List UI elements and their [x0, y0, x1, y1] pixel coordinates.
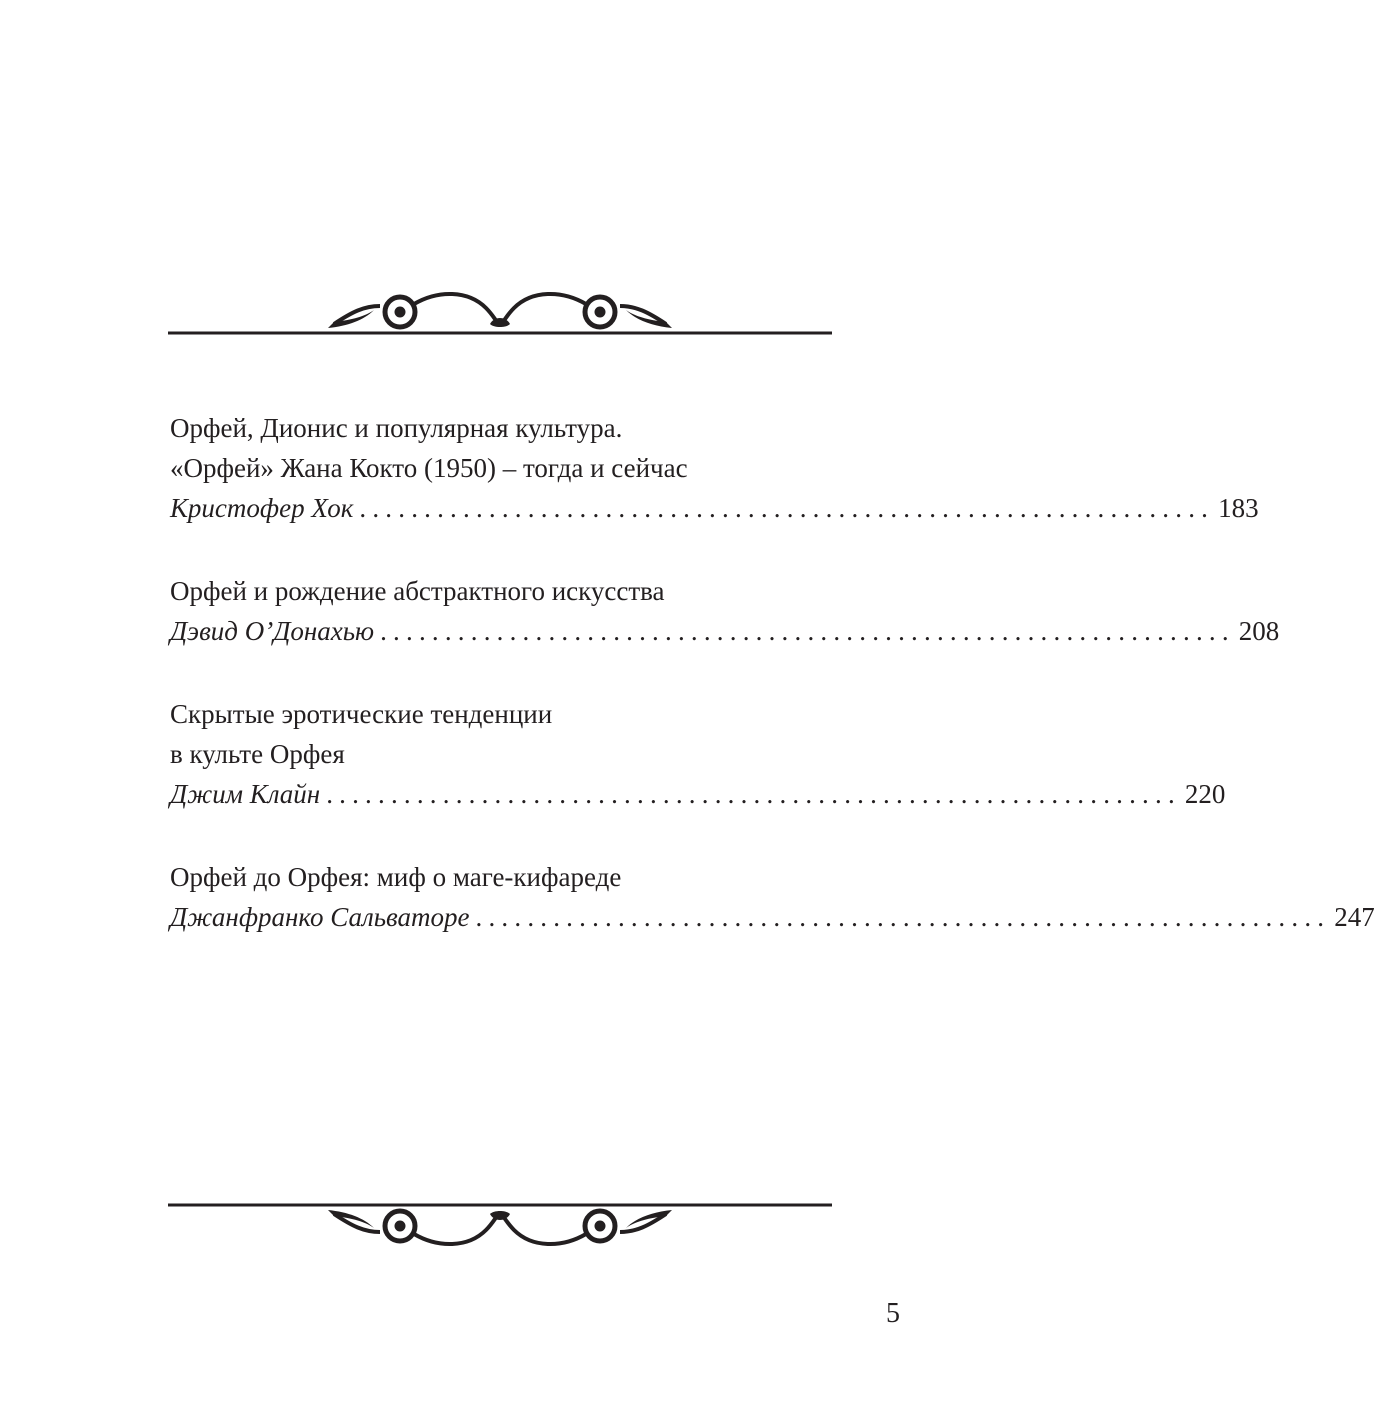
page-number: 5	[886, 1298, 900, 1329]
dot-leader: ..................................................................	[475, 902, 1331, 932]
toc-entry-author-line	[170, 488, 1259, 528]
toc-entry-page: 183	[1218, 493, 1259, 523]
toc-entry-author: Дэвид О’Донахью	[170, 616, 375, 646]
toc-entry-author-line	[170, 611, 1280, 651]
toc-entry	[170, 571, 1280, 651]
toc-entry-author: Джим Клайн	[170, 779, 321, 809]
toc-entry-page: 247	[1334, 902, 1375, 932]
toc-entry	[170, 408, 1259, 528]
dot-leader: ..................................................................	[380, 616, 1235, 646]
toc-entry-author-line	[170, 774, 1226, 814]
table-of-contents	[170, 408, 1375, 980]
dot-leader: ..................................................................	[359, 493, 1215, 523]
dot-leader: ..................................................................	[326, 779, 1181, 809]
toc-entry	[170, 694, 1226, 814]
flourish-ornament-icon	[168, 1192, 832, 1272]
toc-entry-title-line: Орфей до Орфея: миф о маге-кифареде	[170, 862, 622, 892]
toc-entry-title-line: «Орфей» Жана Кокто (1950) – тогда и сейчас	[170, 453, 688, 483]
flourish-ornament-icon	[168, 280, 832, 360]
bottom-ornament-divider	[168, 1192, 832, 1272]
toc-entry-title-line: Орфей, Дионис и популярная культура.	[170, 413, 623, 443]
toc-entry	[170, 857, 1375, 937]
toc-entry-author: Кристофер Хок	[170, 493, 354, 523]
toc-entry-author-line	[170, 897, 1375, 937]
toc-entry-title-line: в культе Орфея	[170, 739, 345, 769]
toc-entry-page: 220	[1184, 779, 1226, 809]
toc-entry-title-line: Орфей и рождение абстрактного искусства	[170, 576, 665, 606]
toc-entry-page: 208	[1238, 616, 1280, 646]
toc-entry-title-line: Скрытые эротические тенденции	[170, 699, 553, 729]
toc-entry-author: Джанфранко Сальваторе	[170, 902, 470, 932]
top-ornament-divider	[168, 280, 832, 360]
